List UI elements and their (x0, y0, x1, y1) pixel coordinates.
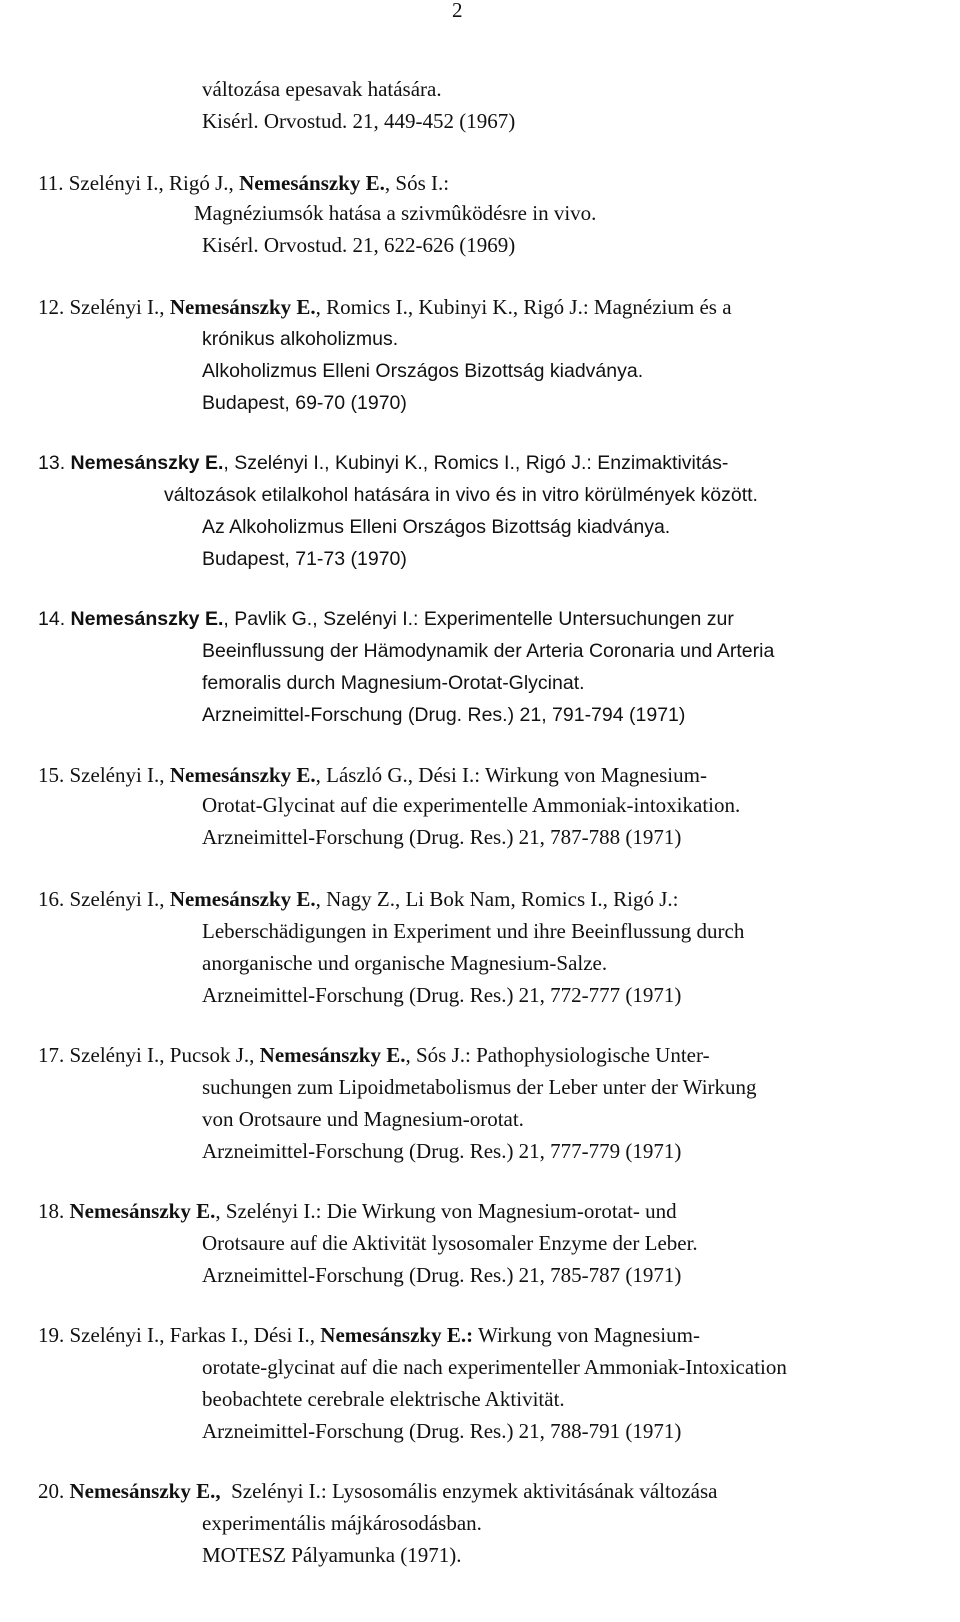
ref-20-authors (38, 1478, 717, 1504)
author: , Pavlik G., Szelényi I.: Experimentelle Untersuchungen zur (223, 608, 734, 630)
author: Szelényi I., (69, 763, 170, 787)
ref-number: 12. (38, 295, 65, 319)
ref-number: 15. (38, 763, 65, 787)
ref-journal: Budapest, 71-73 (1970) (202, 548, 407, 570)
author: , Szelényi I.: Die Wirkung von Magnesium-orotat- und (215, 1199, 677, 1223)
ref-line: változása epesavak hatására. (202, 77, 442, 101)
ref-journal: Arzneimittel-Forschung (Drug. Res.) 21, 785-787 (1971) (202, 1263, 682, 1287)
ref-17-authors (38, 1042, 710, 1068)
author: , Szelényi I., Kubinyi K., Romics I., Rigó J.: Enzimaktivitás- (223, 452, 729, 474)
author: , László G., Dési I.: Wirkung von Magnesium- (315, 763, 707, 787)
ref-title: Leberschädigungen in Experiment und ihre Beeinflussung durch (202, 919, 745, 943)
author: Wirkung von Magnesium- (473, 1323, 700, 1347)
ref-source: Az Alkoholizmus Elleni Országos Bizottság kiadványa. (202, 516, 671, 538)
highlighted-author: Nemesánszky E. (239, 171, 385, 195)
ref-title: experimentális májkárosodásban. (202, 1511, 482, 1535)
ref-journal: Arzneimittel-Forschung (Drug. Res.) 21, 777-779 (1971) (202, 1139, 682, 1163)
ref-12-authors (38, 294, 732, 320)
ref-source: Alkoholizmus Elleni Országos Bizottság kiadványa. (202, 360, 644, 382)
ref-18-authors (38, 1198, 677, 1224)
ref-title: beobachtete cerebrale elektrische Aktivität. (202, 1387, 565, 1411)
highlighted-author: Nemesánszky E.: (320, 1323, 474, 1347)
author: , Sós I.: (384, 171, 450, 195)
ref-journal: Kisérl. Orvostud. 21, 622-626 (1969) (202, 233, 516, 257)
ref-title: változások etilalkohol hatására in vivo és in vitro körülmények között. (164, 484, 758, 506)
ref-number: 16. (38, 887, 65, 911)
author: Szelényi I., (69, 887, 170, 911)
ref-19-authors (38, 1322, 700, 1348)
highlighted-author: Nemesánszky E. (169, 295, 316, 319)
highlighted-author: Nemesánszky E. (69, 1199, 216, 1223)
ref-journal: Arzneimittel-Forschung (Drug. Res.) 21, 788-791 (1971) (202, 1419, 682, 1443)
highlighted-author: Nemesánszky E. (259, 1043, 406, 1067)
highlighted-author: Nemesánszky E. (169, 763, 316, 787)
highlighted-author: Nemesánszky E., (69, 1479, 221, 1503)
ref-title: femoralis durch Magnesium-Orotat-Glycinat. (202, 672, 585, 694)
ref-11-authors (38, 170, 449, 196)
author: Szelényi I., Pucsok J., (69, 1043, 260, 1067)
ref-title: krónikus alkoholizmus. (202, 328, 399, 350)
ref-title: suchungen zum Lipoidmetabolismus der Leber unter der Wirkung (202, 1075, 757, 1099)
ref-title: Orotsaure auf die Aktivität lysosomaler Enzyme der Leber. (202, 1231, 698, 1255)
ref-title: anorganische und organische Magnesium-Salze. (202, 951, 608, 975)
ref-title: Beeinflussung der Hämodynamik der Arteria Coronaria und Arteria (202, 640, 775, 662)
ref-number: 20. (38, 1479, 65, 1503)
ref-journal: Arzneimittel-Forschung (Drug. Res.) 21, 787-788 (1971) (202, 825, 682, 849)
author: Szelényi I., Farkas I., Dési I., (69, 1323, 321, 1347)
ref-title: Magnéziumsók hatása a szivmûködésre in vivo. (194, 201, 597, 225)
ref-15-authors (38, 762, 707, 788)
highlighted-author: Nemesánszky E. (70, 452, 224, 474)
ref-journal: Arzneimittel-Forschung (Drug. Res.) 21, 772-777 (1971) (202, 983, 682, 1007)
author: Szelényi I.: Lysosomális enzymek aktivitásának változása (220, 1479, 718, 1503)
ref-journal: Kisérl. Orvostud. 21, 449-452 (1967) (202, 109, 516, 133)
ref-title: von Orotsaure und Magnesium-orotat. (202, 1107, 524, 1131)
ref-16-authors (38, 886, 678, 912)
ref-13-authors (38, 450, 728, 476)
author: Szelényi I., Rigó J., (68, 171, 240, 195)
highlighted-author: Nemesánszky E. (169, 887, 316, 911)
ref-number: 19. (38, 1323, 65, 1347)
ref-title: orotate-glycinat auf die nach experimenteller Ammoniak-Intoxication (202, 1355, 787, 1379)
ref-number: 17. (38, 1043, 65, 1067)
ref-journal: MOTESZ Pályamunka (1971). (202, 1543, 462, 1567)
ref-journal: Budapest, 69-70 (1970) (202, 392, 407, 414)
page-number: 2 (452, 0, 463, 22)
author: , Nagy Z., Li Bok Nam, Romics I., Rigó J.: (315, 887, 679, 911)
ref-number: 18. (38, 1199, 65, 1223)
author: , Romics I., Kubinyi K., Rigó J.: Magnézium és a (315, 295, 732, 319)
highlighted-author: Nemesánszky E. (70, 608, 224, 630)
ref-number: 14. (38, 608, 66, 630)
author: Szelényi I., (69, 295, 170, 319)
ref-title: Orotat-Glycinat auf die experimentelle Ammoniak-intoxikation. (202, 793, 741, 817)
ref-number: 13. (38, 452, 66, 474)
author: , Sós J.: Pathophysiologische Unter- (405, 1043, 710, 1067)
ref-14-authors (38, 606, 734, 632)
ref-journal: Arzneimittel-Forschung (Drug. Res.) 21, 791-794 (1971) (202, 704, 686, 726)
ref-number: 11. (38, 171, 64, 195)
